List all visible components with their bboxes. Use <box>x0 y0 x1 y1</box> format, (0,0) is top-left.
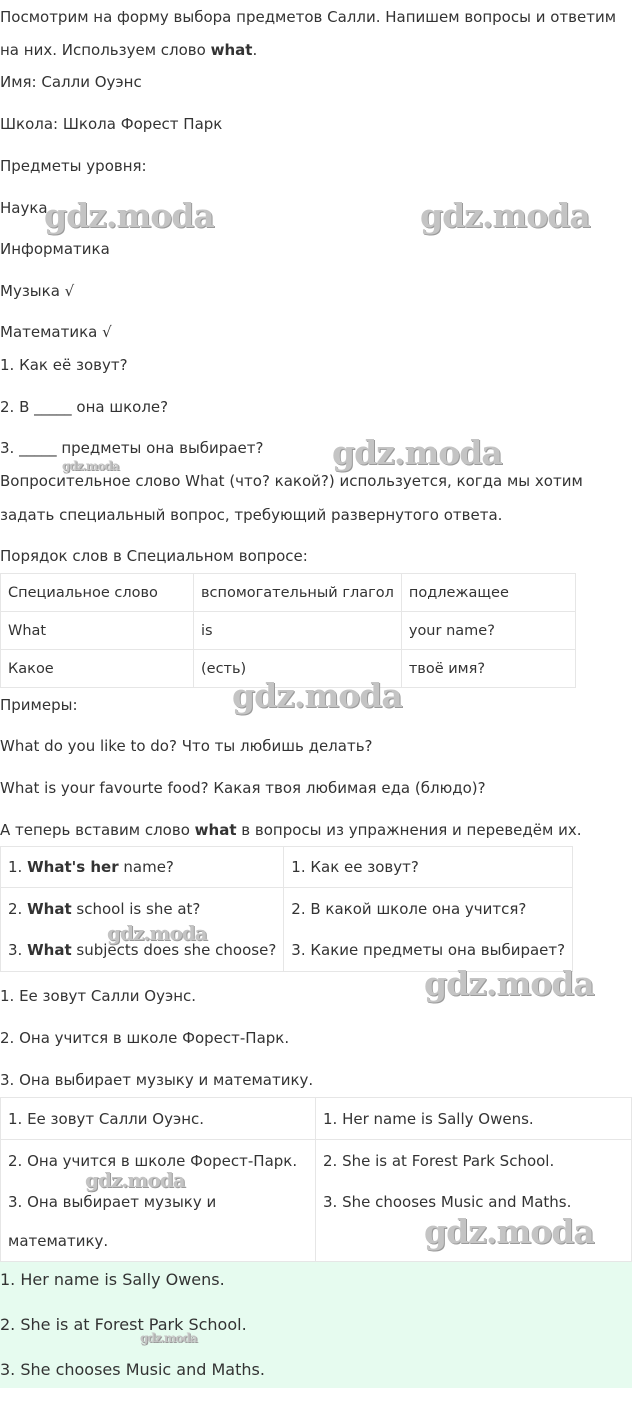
watermark: gdz.moda <box>107 921 207 945</box>
final-answers-block <box>0 1262 632 1388</box>
insert-keyword: what <box>194 821 237 839</box>
table-cell: is <box>194 612 402 650</box>
table-cell: 3. Она выбирает музыку и <box>1 1182 316 1222</box>
intro-keyword: what <box>210 41 253 59</box>
insert-text-end: в вопросы из упражнения и переведём их. <box>236 821 582 839</box>
question-rest: name? <box>118 858 174 876</box>
answer-ru-2: 2. Она учится в школе Форест-Парк. <box>0 1029 290 1047</box>
answer-ru-1: 1. Ее зовут Салли Оуэнс. <box>0 987 197 1005</box>
explanation-line-2: задать специальный вопрос, требующий развернутого ответа. <box>0 506 503 524</box>
intro-line-1: Посмотрим на форму выбора предметов Салли. Напишем вопросы и ответим <box>0 8 617 26</box>
table-cell: Какое <box>1 650 194 688</box>
table-cell <box>1 847 284 888</box>
final-answer-3: 3. She chooses Music and Maths. <box>0 1360 265 1379</box>
table-cell: 1. Как ее зовут? <box>284 847 573 888</box>
intro-line-2-text: на них. Используем слово <box>0 41 211 59</box>
question-keyword: What's her <box>27 858 119 876</box>
final-answer-2: 2. She is at Forest Park School. <box>0 1315 247 1334</box>
table-cell: Специальное слово <box>1 574 194 612</box>
insert-instruction <box>0 820 582 840</box>
subject-maths: Математика √ <box>0 323 112 341</box>
intro-line-2 <box>0 40 257 60</box>
table-cell: 2. Она учится в школе Форест-Парк. <box>1 1140 316 1182</box>
explanation-line-1: Вопросительное слово What (что? какой?) используется, когда мы хотим <box>0 472 583 490</box>
final-answer-1: 1. Her name is Sally Owens. <box>0 1270 225 1289</box>
word-order-heading: Порядок слов в Специальном вопросе: <box>0 547 308 565</box>
table-cell: математику. <box>1 1222 316 1262</box>
example-2: What is your favourte food? Какая твоя любимая еда (блюдо)? <box>0 779 486 797</box>
question-num: 1. <box>8 858 28 876</box>
watermark: gdz.moda <box>332 433 502 472</box>
table-row <box>1 1098 632 1140</box>
table-cell: подлежащее <box>401 574 575 612</box>
table-row <box>1 888 573 930</box>
watermark: gdz.moda <box>85 1168 185 1192</box>
question-3: 3. _____ предметы она выбирает? <box>0 439 264 457</box>
insert-text: А теперь вставим слово <box>0 821 195 839</box>
table-cell: 2. She is at Forest Park School. <box>316 1140 632 1182</box>
question-keyword: What <box>27 899 72 918</box>
watermark: gdz.moda <box>62 459 119 473</box>
table-row <box>1 574 576 612</box>
form-school: Школа: Школа Форест Парк <box>0 115 223 133</box>
table-cell: What <box>1 612 194 650</box>
watermark: gdz.moda <box>420 196 590 235</box>
example-1: What do you like to do? Что ты любишь делать? <box>0 737 373 755</box>
table-cell: 3. Какие предметы она выбирает? <box>284 930 573 972</box>
subject-informatics: Информатика <box>0 240 110 258</box>
table-cell: 2. В какой школе она учится? <box>284 888 573 930</box>
table-cell: (есть) <box>194 650 402 688</box>
question-num: 3. <box>8 941 28 960</box>
watermark: gdz.moda <box>140 1331 197 1345</box>
table-cell: вспомогательный глагол <box>194 574 402 612</box>
table-row <box>1 847 573 888</box>
table-cell: 3. She chooses Music and Maths. <box>316 1182 632 1222</box>
question-2: 2. В _____ она школе? <box>0 398 169 416</box>
table-cell: 1. Ее зовут Салли Оуэнс. <box>1 1098 316 1140</box>
watermark: gdz.moda <box>232 676 402 715</box>
watermark: gdz.moda <box>44 196 214 235</box>
question-table <box>0 846 573 972</box>
examples-heading: Примеры: <box>0 696 78 714</box>
watermark: gdz.moda <box>424 964 594 1003</box>
form-subjects-heading: Предметы уровня: <box>0 157 147 175</box>
question-keyword: What <box>27 941 72 960</box>
question-rest: subjects does she choose? <box>71 941 277 960</box>
table-cell: your name? <box>401 612 575 650</box>
form-name: Имя: Салли Оуэнс <box>0 73 142 91</box>
table-cell: 1. Her name is Sally Owens. <box>316 1098 632 1140</box>
question-rest: school is she at? <box>71 899 201 918</box>
table-cell: твоё имя? <box>401 650 575 688</box>
word-order-table <box>0 573 576 688</box>
watermark: gdz.moda <box>424 1212 594 1251</box>
table-row <box>1 612 576 650</box>
question-num: 2. <box>8 899 28 918</box>
subject-music: Музыка √ <box>0 282 75 300</box>
answer-ru-3: 3. Она выбирает музыку и математику. <box>0 1071 314 1089</box>
intro-line-2-end: . <box>252 41 258 59</box>
question-1: 1. Как её зовут? <box>0 356 128 374</box>
subject-science: Наука <box>0 199 48 217</box>
